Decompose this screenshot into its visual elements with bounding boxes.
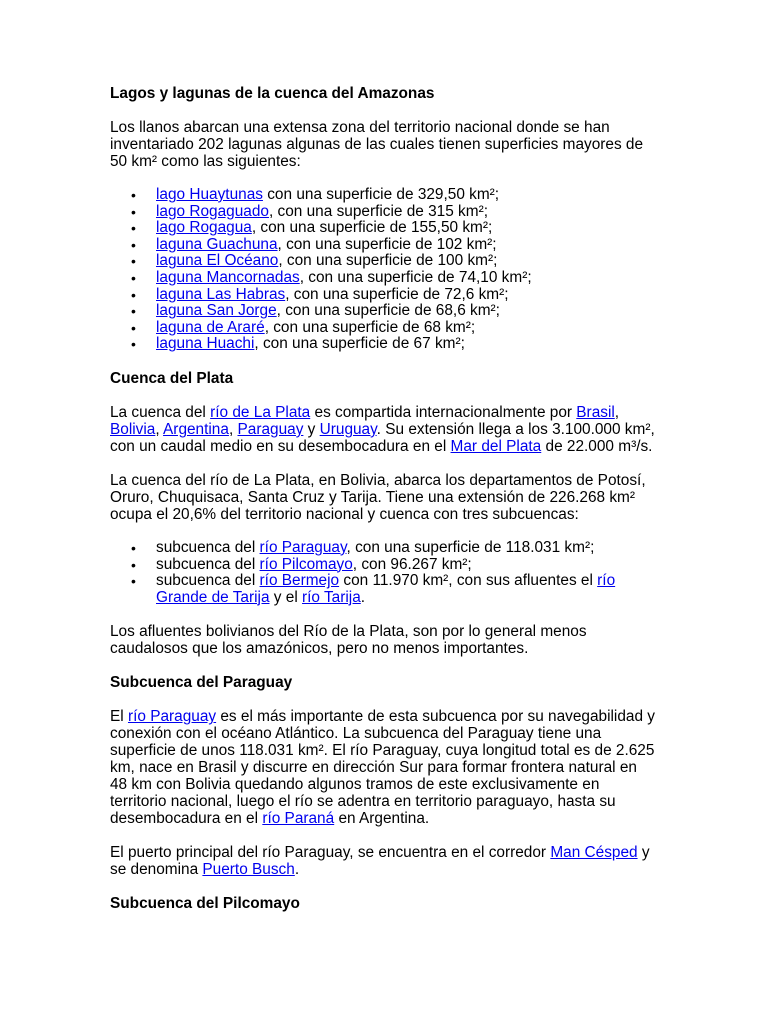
link-rio-pilcomayo[interactable]: río Pilcomayo (259, 555, 353, 573)
heading-plata: Cuenca del Plata (110, 369, 234, 387)
text-run: es el más importante de esta subcuenca por su navegabilidad y conexión con el océano Atlántico. La subcuenca del Paraguay tiene una superficie de unos 118.031 km². El río Paraguay, cuya longitud total es de 2.625 km, nace en Brasil y discurre en dirección Sur para formar frontera natural en 48 km con Bolivia quedando algunos tramos de este exclusivamente en territorio nacional, luego el río se adentra en territorio paraguayo, hasta su desembocadura en el (110, 708, 655, 828)
lake-link[interactable]: lago Huaytunas (156, 186, 263, 203)
text-run: . (294, 861, 300, 879)
link-puerto-busch[interactable]: Puerto Busch (202, 861, 295, 879)
link-rio-paraguay[interactable]: río Paraguay (259, 538, 347, 556)
link-man-cesped[interactable]: Man Césped (550, 844, 638, 862)
plata-paragraph-3: Los afluentes bolivianos del Río de la Plata, son por lo general menos caudalosos que los amazónicos, pero no menos importantes. (110, 623, 587, 658)
document-page (110, 85, 655, 912)
text-run: , con 96.267 km²; (352, 555, 472, 573)
link-rio-tarija[interactable]: río Tarija (302, 588, 361, 606)
link-mar-del-plata[interactable]: Mar del Plata (450, 437, 542, 455)
link-brasil[interactable]: Brasil (576, 403, 615, 421)
lake-area-text: , con una superficie de 68 km²; (264, 318, 476, 336)
list-item (156, 270, 655, 287)
link-rio-grande-de-tarija[interactable]: río Grande de Tarija (156, 572, 616, 606)
lake-area-text: , con una superficie de 67 km²; (254, 335, 465, 353)
lake-link[interactable]: laguna Las Habras (156, 285, 286, 303)
link-paraguay[interactable]: Paraguay (237, 420, 304, 438)
lake-link[interactable]: laguna Mancornadas (156, 268, 300, 286)
lake-link[interactable]: laguna Guachuna (156, 235, 278, 253)
text-run: subcuenca del (156, 538, 260, 556)
link-argentina[interactable]: Argentina (163, 420, 229, 438)
text-run: y se denomina (110, 844, 650, 879)
list-item (156, 573, 655, 606)
text-run: , (155, 420, 164, 438)
text-run: . Su extensión llega a los 3.100.000 km², con un caudal medio en su desembocadura en el (110, 420, 655, 455)
paraguay-paragraph-1 (110, 708, 655, 827)
text-run: y el (269, 588, 303, 606)
link-rio-de-la-plata[interactable]: río de La Plata (210, 403, 311, 421)
list-item (156, 204, 655, 221)
lake-area-text: , con una superficie de 74,10 km²; (299, 268, 532, 286)
link-rio-bermejo[interactable]: río Bermejo (259, 572, 340, 590)
lake-link[interactable]: laguna San Jorge (156, 302, 277, 320)
link-rio-paraguay[interactable]: río Paraguay (127, 708, 217, 726)
plata-paragraph-2: La cuenca del río de La Plata, en Bolivia, abarca los departamentos de Potosí, Oruro, Chuquisaca, Santa Cruz y Tarija. Tiene una extensión de 226.268 km² ocupa el 20,6% del territorio nacional y cuenca con tres subcuencas: (110, 471, 646, 523)
lake-link[interactable]: laguna de Araré (156, 318, 265, 336)
text-run: El puerto principal del río Paraguay, se encuentra en el corredor (110, 844, 551, 862)
text-run: El (110, 708, 128, 726)
text-run: con 11.970 km², con sus afluentes el (339, 572, 598, 590)
lake-area-text: , con una superficie de 315 km²; (268, 202, 488, 220)
lake-link[interactable]: laguna El Océano (156, 252, 279, 270)
list-item (156, 540, 655, 557)
text-run: , (228, 420, 238, 438)
list-item (156, 557, 655, 574)
lake-area-text: , con una superficie de 102 km²; (277, 235, 497, 253)
lake-link[interactable]: lago Rogagua (156, 219, 252, 237)
list-item (156, 336, 655, 353)
plata-paragraph-1 (110, 404, 655, 455)
heading-amazonas: Lagos y lagunas de la cuenca del Amazonas (110, 85, 435, 102)
text-run: , (614, 403, 620, 421)
list-item (156, 237, 655, 254)
paraguay-paragraph-2 (110, 844, 655, 878)
text-run: subcuenca del (156, 555, 260, 573)
list-item (156, 303, 655, 320)
text-run: . (360, 588, 366, 606)
heading-paraguay: Subcuenca del Paraguay (110, 674, 293, 692)
text-run: es compartida internacionalmente por (310, 403, 577, 421)
text-run: de 22.000 m³/s. (541, 437, 653, 455)
lake-area-text: con una superficie de 329,50 km²; (262, 186, 500, 203)
text-run: , con una superficie de 118.031 km²; (346, 538, 595, 556)
lake-area-text: , con una superficie de 72,6 km²; (285, 285, 509, 303)
lakes-list (110, 187, 655, 353)
list-item (156, 187, 655, 204)
lake-link[interactable]: laguna Huachi (156, 335, 255, 353)
list-item (156, 253, 655, 270)
list-item (156, 320, 655, 337)
link-uruguay[interactable]: Uruguay (319, 420, 377, 438)
text-run: en Argentina. (334, 810, 430, 828)
lake-area-text: , con una superficie de 68,6 km²; (276, 302, 500, 320)
lake-area-text: , con una superficie de 155,50 km²; (251, 219, 493, 237)
text-run: subcuenca del (156, 572, 260, 590)
subbasins-list (110, 540, 655, 606)
heading-pilcomayo: Subcuenca del Pilcomayo (110, 895, 300, 913)
text-run: La cuenca del (110, 403, 211, 421)
list-item (156, 220, 655, 237)
amazonas-intro-paragraph: Los llanos abarcan una extensa zona del territorio nacional donde se han inventariado 202 lagunas algunas de las cuales tienen superficies mayores de 50 km² como las siguientes: (110, 119, 644, 170)
link-rio-parana[interactable]: río Paraná (262, 810, 335, 828)
list-item (156, 287, 655, 304)
lake-link[interactable]: lago Rogaguado (156, 202, 269, 220)
lake-area-text: , con una superficie de 100 km²; (278, 252, 498, 270)
text-run: y (303, 420, 320, 438)
link-bolivia[interactable]: Bolivia (110, 420, 156, 438)
